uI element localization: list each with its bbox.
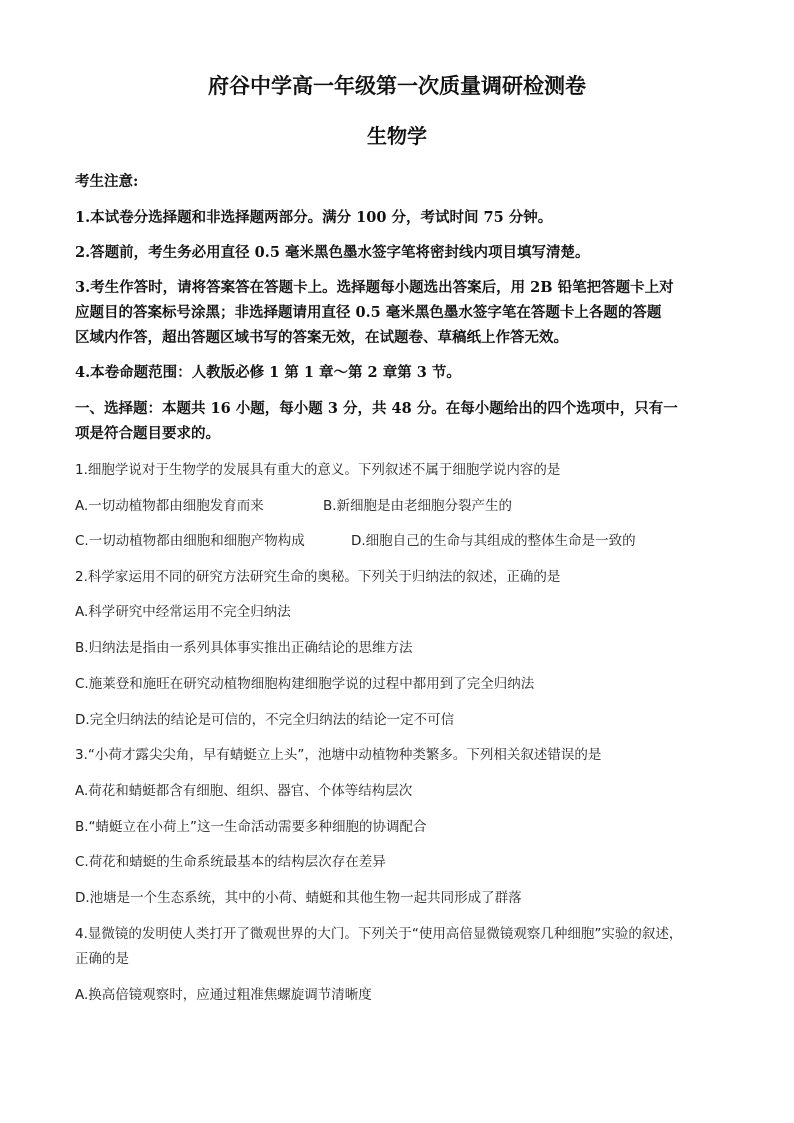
notice-item-2: 2.答题前，考生务必用直径 0.5 毫米黑色墨水签字笔将密封线内项目填写清楚。 [75,244,590,261]
q2-option-a: A.科学研究中经常运用不完全归纳法 [75,604,291,620]
q2-stem: 2.科学家运用不同的研究方法研究生命的奥秘。下列关于归纳法的叙述，正确的是 [75,569,561,585]
q2-option-b: B.归纳法是指由一系列具体事实推出正确结论的思维方法 [75,640,413,656]
q3-option-c: C.荷花和蜻蜓的生命系统最基本的结构层次存在差异 [75,854,386,870]
section-heading-line-1: 一、选择题：本题共 16 小题，每小题 3 分，共 48 分。在每小题给出的四个选项中，只有一 [75,400,678,417]
q3-stem: 3.“小荷才露尖尖角，早有蜻蜓立上头”，池塘中动植物种类繁多。下列相关叙述错误的是 [75,747,602,763]
subject-title: 生物学 [367,124,427,148]
q1-option-d: D.细胞自己的生命与其组成的整体生命是一致的 [351,533,636,549]
notice-item-4: 4.本卷命题范围：人教版必修 1 第 1 章～第 2 章第 3 节。 [75,364,461,381]
q1-stem: 1.细胞学说对于生物学的发展具有重大的意义。下列叙述不属于细胞学说内容的是 [75,462,561,478]
q4-stem-line-1: 4.显微镜的发明使人类打开了微观世界的大门。下列关于“使用高倍显微镜观察几种细胞”实验的叙述， [75,926,683,942]
section-heading-line-2: 项是符合题目要求的。 [75,425,220,442]
q3-option-a: A.荷花和蜻蜓都含有细胞、组织、器官、个体等结构层次 [75,783,413,799]
q2-option-c: C.施莱登和施旺在研究动植物细胞构建细胞学说的过程中都用到了完全归纳法 [75,676,535,692]
notice-item-3-line-2: 应题目的答案标号涂黑；非选择题请用直径 0.5 毫米黑色墨水签字笔在答题卡上各题的答题 [75,304,662,321]
q3-option-d: D.池塘是一个生态系统，其中的小荷、蜻蜓和其他生物一起共同形成了群落 [75,890,522,906]
notice-item-3-line-3: 区域内作答，超出答题区域书写的答案无效，在试题卷、草稿纸上作答无效。 [75,329,568,346]
q1-option-a: A.一切动植物都由细胞发育而来 [75,498,264,514]
q2-option-d: D.完全归纳法的结论是可信的，不完全归纳法的结论一定不可信 [75,712,455,728]
notice-heading: 考生注意: [75,173,139,190]
q3-option-b: B.“蜻蜓立在小荷上”这一生命活动需要多种细胞的协调配合 [75,819,427,835]
q4-option-a: A.换高倍镜观察时，应通过粗准焦螺旋调节清晰度 [75,987,372,1003]
notice-item-3-line-1: 3.考生作答时，请将答案答在答题卡上。选择题每小题选出答案后，用 2B 铅笔把答题卡上对 [75,279,674,296]
q1-option-b: B.新细胞是由老细胞分裂产生的 [323,498,513,514]
q4-stem-line-2: 正确的是 [75,951,129,967]
q1-option-c: C.一切动植物都由细胞和细胞产物构成 [75,533,305,549]
notice-item-1: 1.本试卷分选择题和非选择题两部分。满分 100 分，考试时间 75 分钟。 [75,209,553,226]
exam-title: 府谷中学高一年级第一次质量调研检测卷 [208,73,586,98]
